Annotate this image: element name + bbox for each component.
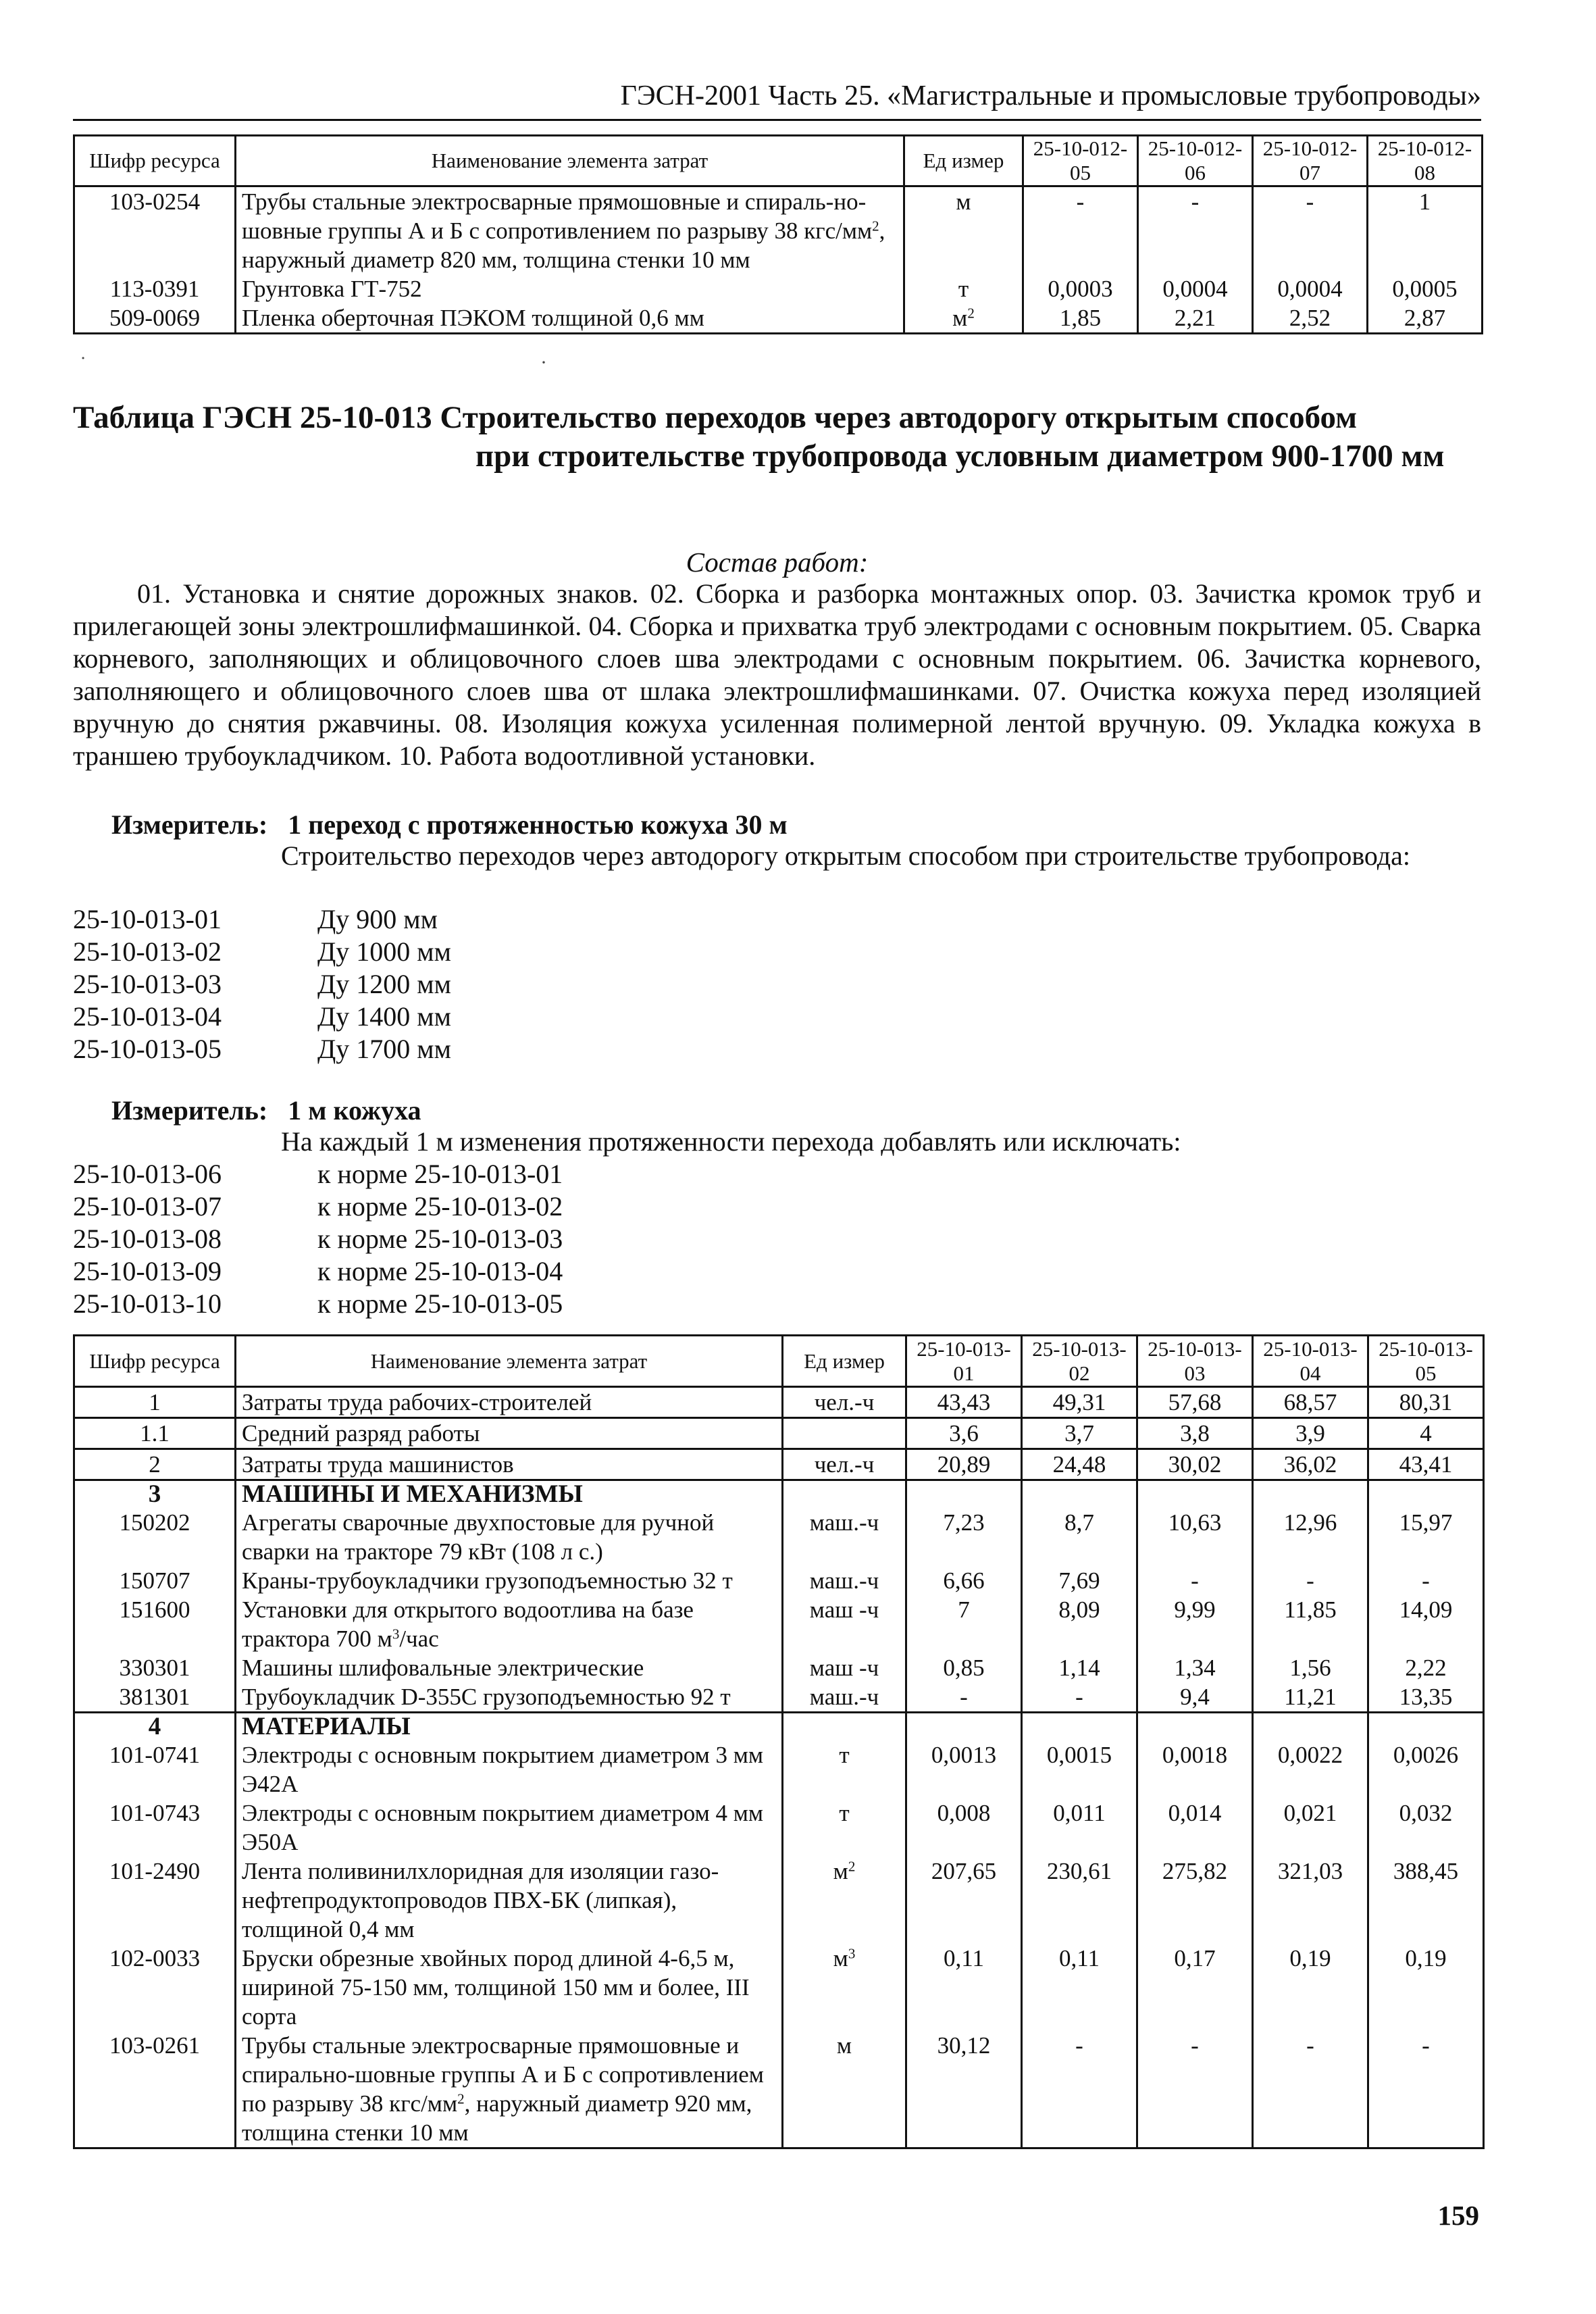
resource-value: 43,43 (906, 1387, 1022, 1418)
resource-value: 207,65 (906, 1857, 1022, 1944)
table-title (73, 399, 1481, 476)
resource-value: - (1368, 2031, 1484, 2148)
meter-value: 1 переход с протяженностью кожуха 30 м (288, 809, 788, 840)
norm-code: 25-10-013-07 (73, 1191, 222, 1222)
norm-text: к норме 25-10-013-05 (317, 1288, 563, 1319)
header-code: Шифр ресурса (74, 1336, 236, 1387)
header-name: Наименование элемента затрат (236, 136, 904, 186)
header-column: 25-10-012-08 (1368, 136, 1483, 186)
table-row (74, 1418, 1484, 1449)
resource-value: - (1023, 186, 1138, 275)
resource-code: 102-0033 (74, 1944, 236, 2031)
resource-name: Бруски обрезные хвойных пород длиной 4-6,5 м, шириной 75-150 мм, толщиной 150 мм и более, III сорта (236, 1944, 783, 2031)
resource-name: Трубы стальные электросварные прямошовные и спираль-но-шовные группы А и Б с сопротивлением по разрыву 38 кгс/$мм^2$, наружный диаметр 820 мм, толщина стенки 10 мм (236, 186, 904, 275)
header-column: 25-10-013-04 (1253, 1336, 1368, 1387)
scan-speck: ˙ (80, 353, 86, 375)
norm-text: к норме 25-10-013-01 (317, 1159, 563, 1189)
work-composition-text: 01. Установка и снятие дорожных знаков. 02. Сборка и разборка монтажных опор. 03. Зачистка кромок труб и прилегающей зоны электрошлифмашинкой. 04. Сборка и прихватка труб электродами с основным покрытием. 05. Сварка корневого, заполняющих и облицовочного слоев шва электродами с основным покрытием. 06. Зачистка корневого, заполняющего и облицовочного слоев шва от шлака электрошлифмашинками. 07. Очистка кожуха перед изоляцией вручную до снятия ржавчины. 08. Изоляция кожуха усиленная полимерной лентой вручную. 09. Укладка кожуха в траншею трубоукладчиком. 10. Работа водоотливной установки. (73, 578, 1481, 771)
section-code: 3 (74, 1480, 236, 1509)
resource-name: Лента поливинилхлоридная для изоляции газо-нефтепродуктопроводов ПВХ-БК (липкая), толщиной 0,4 мм (236, 1857, 783, 1944)
list-item (73, 1190, 563, 1223)
resource-value: 15,97 (1368, 1508, 1484, 1566)
table-row (74, 1449, 1484, 1480)
header-rule (73, 119, 1481, 121)
resource-value: 30,02 (1137, 1449, 1253, 1480)
meter-2-codes (73, 1158, 563, 1320)
list-item (73, 1288, 563, 1320)
resource-name: Затраты труда рабочих-строителей (236, 1387, 783, 1418)
resource-value: 0,19 (1253, 1944, 1368, 2031)
resource-unit: т (783, 1740, 906, 1799)
resource-value: 0,85 (906, 1653, 1022, 1682)
resource-unit: маш.-ч (783, 1566, 906, 1595)
resource-value: 2,52 (1253, 303, 1368, 334)
resource-value: 0,0022 (1253, 1740, 1368, 1799)
work-composition-heading: Состав работ: (686, 547, 869, 578)
resource-unit: $м^2$ (783, 1857, 906, 1944)
table-row (74, 1387, 1484, 1418)
resource-value: - (1253, 186, 1368, 275)
resource-value: 8,7 (1022, 1508, 1137, 1566)
resource-value: 1,34 (1137, 1653, 1253, 1682)
resource-value: 43,41 (1368, 1449, 1484, 1480)
table-row (74, 1566, 1484, 1595)
resource-code: 2 (74, 1449, 236, 1480)
page-number: 159 (1437, 2200, 1479, 2231)
resource-value: 6,66 (906, 1566, 1022, 1595)
meter-1-codes (73, 903, 451, 1065)
resource-value: - (1137, 1566, 1253, 1595)
header-unit: Ед измер (904, 136, 1023, 186)
resource-value: - (1137, 2031, 1253, 2148)
resource-value: 0,17 (1137, 1944, 1253, 2031)
list-item (73, 936, 451, 968)
resource-value: 2,21 (1138, 303, 1253, 334)
resource-value: 230,61 (1022, 1857, 1137, 1944)
resource-code: 381301 (74, 1682, 236, 1713)
norm-code: 25-10-013-06 (73, 1159, 222, 1189)
resource-value: 0,032 (1368, 1799, 1484, 1857)
section-row-machines (74, 1480, 1484, 1509)
resource-value: 9,99 (1137, 1595, 1253, 1653)
norm-code: 25-10-013-05 (73, 1034, 222, 1064)
table-title-continuation: при строительстве трубопровода условным диаметром 900-1700 мм (475, 438, 1445, 474)
resource-value: 0,0005 (1368, 274, 1483, 303)
header-column: 25-10-013-02 (1022, 1336, 1137, 1387)
table-row (74, 1799, 1484, 1857)
resource-value: 275,82 (1137, 1857, 1253, 1944)
resource-code: 1.1 (74, 1418, 236, 1449)
list-item (73, 1033, 451, 1065)
resource-value: 3,8 (1137, 1418, 1253, 1449)
norm-text: к норме 25-10-013-04 (317, 1256, 563, 1286)
meter-label: Измеритель: (111, 809, 268, 840)
resource-value: 7,69 (1022, 1566, 1137, 1595)
resource-value: 3,7 (1022, 1418, 1137, 1449)
resource-value: 0,0018 (1137, 1740, 1253, 1799)
resource-name: Установки для открытого водоотлива на базе трактора 700 $м^3$/час (236, 1595, 783, 1653)
resource-value: 321,03 (1253, 1857, 1368, 1944)
norm-code: 25-10-013-08 (73, 1224, 222, 1254)
resource-value: 0,014 (1137, 1799, 1253, 1857)
resource-code: 150707 (74, 1566, 236, 1595)
norm-code: 25-10-013-09 (73, 1256, 222, 1286)
header-column: 25-10-012-05 (1023, 136, 1138, 186)
resource-value: 68,57 (1253, 1387, 1368, 1418)
resource-value: 2,22 (1368, 1653, 1484, 1682)
norm-text: к норме 25-10-013-02 (317, 1191, 563, 1222)
resource-code: 101-2490 (74, 1857, 236, 1944)
header-name: Наименование элемента затрат (236, 1336, 783, 1387)
header-column: 25-10-013-03 (1137, 1336, 1253, 1387)
table-row (74, 1595, 1484, 1653)
list-item (73, 1158, 563, 1190)
resource-value: - (1022, 2031, 1137, 2148)
resource-value: 0,0003 (1023, 274, 1138, 303)
meter-value: 1 м кожуха (288, 1095, 421, 1126)
list-item (73, 1001, 451, 1033)
table-row (74, 1682, 1484, 1713)
table-row (74, 274, 1483, 303)
resource-value: 49,31 (1022, 1387, 1137, 1418)
norm-text: Ду 900 мм (317, 904, 438, 934)
resource-value: 0,11 (1022, 1944, 1137, 2031)
resource-unit: м (783, 2031, 906, 2148)
header-column: 25-10-012-06 (1138, 136, 1253, 186)
resource-value: 13,35 (1368, 1682, 1484, 1713)
table-row (74, 1653, 1484, 1682)
norm-text: Ду 1000 мм (317, 936, 451, 967)
resource-value: 80,31 (1368, 1387, 1484, 1418)
resource-value: 0,0004 (1138, 274, 1253, 303)
resource-unit: $м^2$ (904, 303, 1023, 334)
resource-value: - (1138, 186, 1253, 275)
resource-code: 101-0743 (74, 1799, 236, 1857)
resource-name: Грунтовка ГТ-752 (236, 274, 904, 303)
header-column: 25-10-013-01 (906, 1336, 1022, 1387)
resource-name: Трубоукладчик D-355C грузоподъемностью 92 т (236, 1682, 783, 1713)
norm-code: 25-10-013-01 (73, 904, 222, 934)
resource-value: 0,021 (1253, 1799, 1368, 1857)
resource-value: 0,0004 (1253, 274, 1368, 303)
resource-value: 388,45 (1368, 1857, 1484, 1944)
resource-value: 2,87 (1368, 303, 1483, 334)
resource-unit: $м^3$ (783, 1944, 906, 2031)
resource-value: 11,21 (1253, 1682, 1368, 1713)
resource-value: 57,68 (1137, 1387, 1253, 1418)
resource-value: - (1253, 2031, 1368, 2148)
section-code: 4 (74, 1713, 236, 1741)
norm-text: Ду 1200 мм (317, 969, 451, 999)
resource-value: - (1253, 1566, 1368, 1595)
norm-code: 25-10-013-02 (73, 936, 222, 967)
resource-code: 150202 (74, 1508, 236, 1566)
header-code: Шифр ресурса (74, 136, 236, 186)
resource-name: Краны-трубоукладчики грузоподъемностью 32 т (236, 1566, 783, 1595)
header-unit: Ед измер (783, 1336, 906, 1387)
section-title: МАТЕРИАЛЫ (236, 1713, 783, 1741)
resource-name: Средний разряд работы (236, 1418, 783, 1449)
resource-unit: чел.-ч (783, 1449, 906, 1480)
resource-value: 8,09 (1022, 1595, 1137, 1653)
resource-code: 151600 (74, 1595, 236, 1653)
norm-code: 25-10-013-10 (73, 1288, 222, 1319)
resource-value: 3,9 (1253, 1418, 1368, 1449)
resource-value: 0,011 (1022, 1799, 1137, 1857)
table-row (74, 1508, 1484, 1566)
resource-value: 0,0015 (1022, 1740, 1137, 1799)
resource-value: 10,63 (1137, 1508, 1253, 1566)
section-title: МАШИНЫ И МЕХАНИЗМЫ (236, 1480, 783, 1509)
resource-value: 0,0013 (906, 1740, 1022, 1799)
resource-code: 113-0391 (74, 274, 236, 303)
resource-unit: т (904, 274, 1023, 303)
resource-value: 0,0026 (1368, 1740, 1484, 1799)
table-row (74, 2031, 1484, 2148)
resource-value: 0,19 (1368, 1944, 1484, 2031)
meter-1-description: Строительство переходов через автодорогу открытым способом при строительстве трубопровода: (281, 840, 1410, 871)
resource-code: 509-0069 (74, 303, 236, 334)
resource-unit: маш -ч (783, 1653, 906, 1682)
meter-2-description: На каждый 1 м изменения протяженности перехода добавлять или исключать: (281, 1126, 1181, 1157)
list-item (73, 968, 451, 1001)
table-row (74, 186, 1483, 275)
meter-1 (111, 809, 788, 840)
list-item (73, 1255, 563, 1288)
resource-value: 11,85 (1253, 1595, 1368, 1653)
resource-name: Электроды с основным покрытием диаметром 4 мм Э50А (236, 1799, 783, 1857)
norm-text: Ду 1400 мм (317, 1001, 451, 1032)
resource-name: Пленка оберточная ПЭКОМ толщиной 0,6 мм (236, 303, 904, 334)
resource-value: 12,96 (1253, 1508, 1368, 1566)
meter-label: Измеритель: (111, 1095, 268, 1126)
resource-value: 1 (1368, 186, 1483, 275)
norm-text: Ду 1700 мм (317, 1034, 451, 1064)
scan-speck: · (540, 351, 547, 374)
resource-value: - (1022, 1682, 1137, 1713)
resource-code: 103-0261 (74, 2031, 236, 2148)
resource-value: 14,09 (1368, 1595, 1484, 1653)
table-title-lead: Таблица ГЭСН 25-10-013 Строительство переходов через автодорогу открытым способом (73, 400, 1358, 435)
resource-value: 20,89 (906, 1449, 1022, 1480)
resource-value: 3,6 (906, 1418, 1022, 1449)
running-header: ГЭСН-2001 Часть 25. «Магистральные и промысловые трубопроводы» (620, 80, 1481, 111)
list-item (73, 903, 451, 936)
list-item (73, 1223, 563, 1255)
meter-2 (111, 1095, 421, 1126)
table-row (74, 1740, 1484, 1799)
resource-code: 103-0254 (74, 186, 236, 275)
resource-value: 1,56 (1253, 1653, 1368, 1682)
resource-value: 1,14 (1022, 1653, 1137, 1682)
resource-value: 36,02 (1253, 1449, 1368, 1480)
norm-code: 25-10-013-03 (73, 969, 222, 999)
table-row (74, 303, 1483, 334)
header-column: 25-10-012-07 (1253, 136, 1368, 186)
resource-code: 330301 (74, 1653, 236, 1682)
resource-unit: т (783, 1799, 906, 1857)
table-row (74, 1944, 1484, 2031)
resource-name: Электроды с основным покрытием диаметром 3 мм Э42А (236, 1740, 783, 1799)
resource-value: 4 (1368, 1418, 1484, 1449)
resource-name: Затраты труда машинистов (236, 1449, 783, 1480)
resource-value: 24,48 (1022, 1449, 1137, 1480)
resource-value: - (1368, 1566, 1484, 1595)
resource-code: 1 (74, 1387, 236, 1418)
norm-text: к норме 25-10-013-03 (317, 1224, 563, 1254)
section-row-materials (74, 1713, 1484, 1741)
resource-unit: м (904, 186, 1023, 275)
resource-value: 0,11 (906, 1944, 1022, 2031)
resource-unit (783, 1418, 906, 1449)
resource-unit: маш -ч (783, 1595, 906, 1653)
header-column: 25-10-013-05 (1368, 1336, 1484, 1387)
resource-value: 1,85 (1023, 303, 1138, 334)
resource-table-012 (73, 134, 1483, 334)
resource-unit: маш.-ч (783, 1682, 906, 1713)
resource-unit: чел.-ч (783, 1387, 906, 1418)
resource-value: 30,12 (906, 2031, 1022, 2148)
resource-value: 9,4 (1137, 1682, 1253, 1713)
resource-name: Трубы стальные электросварные прямошовные и спирально-шовные группы А и Б с сопротивлением по разрыву 38 кгс/$мм^2$, наружный диаметр 920 мм, толщина стенки 10 мм (236, 2031, 783, 2148)
resource-name: Машины шлифовальные электрические (236, 1653, 783, 1682)
resource-code: 101-0741 (74, 1740, 236, 1799)
resource-value: - (906, 1682, 1022, 1713)
resource-table-013 (73, 1334, 1485, 2149)
resource-unit: маш.-ч (783, 1508, 906, 1566)
resource-value: 0,008 (906, 1799, 1022, 1857)
resource-value: 7 (906, 1595, 1022, 1653)
resource-value: 7,23 (906, 1508, 1022, 1566)
norm-code: 25-10-013-04 (73, 1001, 222, 1032)
resource-name: Агрегаты сварочные двухпостовые для ручной сварки на тракторе 79 кВт (108 л с.) (236, 1508, 783, 1566)
table-row (74, 1857, 1484, 1944)
